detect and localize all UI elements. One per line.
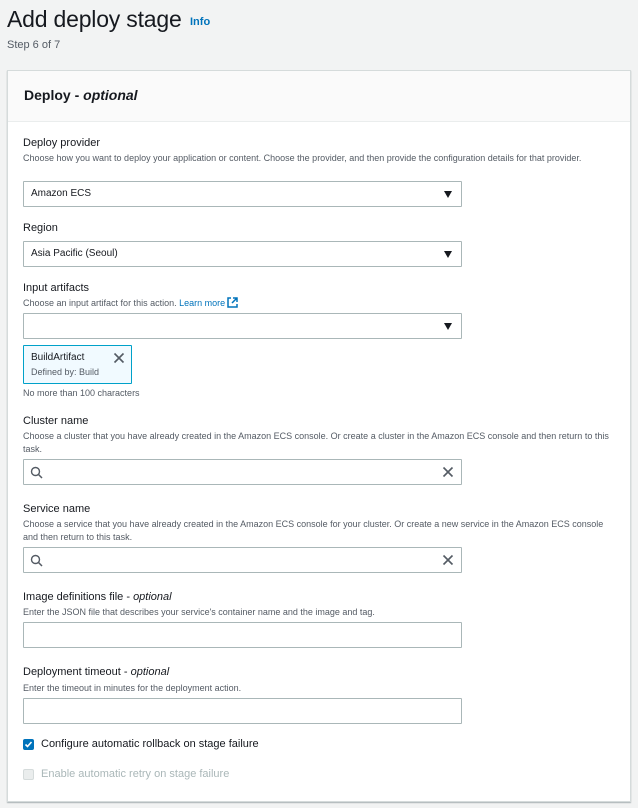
image-definitions-optional: optional (133, 591, 172, 603)
external-link-icon (227, 297, 238, 308)
learn-more-link[interactable] (179, 298, 238, 308)
search-icon (30, 554, 43, 567)
deploy-provider-select[interactable] (23, 181, 462, 207)
input-artifacts-description (23, 297, 613, 310)
input-artifacts-description-text: Choose an input artifact for this action. (23, 298, 177, 308)
rollback-label: Configure automatic rollback on stage failure (41, 738, 259, 750)
learn-more-label: Learn more (179, 298, 226, 308)
input-artifacts-select[interactable] (23, 313, 462, 339)
deploy-provider-label: Deploy provider (23, 137, 101, 149)
clear-icon[interactable] (442, 466, 454, 478)
caret-down-icon (444, 191, 452, 198)
card-title-optional: optional (83, 87, 138, 103)
token-label: BuildArtifact (31, 352, 85, 363)
caret-down-icon (444, 323, 452, 330)
deployment-timeout-optional: optional (130, 666, 170, 678)
image-definitions-description: Enter the JSON file that describes your service's container name and the image and tag. (23, 607, 375, 617)
rollback-checkbox[interactable] (23, 739, 34, 750)
retry-checkbox (23, 769, 34, 780)
region-label: Region (23, 222, 58, 234)
region-select[interactable] (23, 241, 462, 267)
card-header (8, 71, 630, 122)
input-artifacts-label: Input artifacts (23, 282, 90, 294)
region-value: Asia Pacific (Seoul) (31, 248, 118, 259)
page-title: Add deploy stage (7, 6, 182, 32)
deployment-timeout-description: Enter the timeout in minutes for the deployment action. (23, 683, 242, 693)
image-definitions-input[interactable] (23, 622, 462, 648)
card-title-text: Deploy (24, 87, 71, 103)
retry-label: Enable automatic retry on stage failure (41, 768, 230, 780)
deployment-timeout-label: Deployment timeout - optional (23, 666, 170, 678)
token-sublabel: Defined by: Build (31, 367, 100, 377)
service-name-input[interactable] (23, 547, 462, 573)
deploy-provider-value: Amazon ECS (31, 188, 92, 199)
service-name-label: Service name (23, 503, 91, 515)
deploy-provider-description: Choose how you want to deploy your application or content. Choose the provider, and then provide the configuration details for that provider. (23, 153, 582, 163)
deployment-timeout-label-text: Deployment timeout (23, 666, 121, 678)
dismiss-icon[interactable] (113, 352, 125, 364)
image-definitions-label: Image definitions file - optional (23, 591, 172, 603)
card-title: Deploy - optional (24, 87, 138, 103)
caret-down-icon (444, 251, 452, 258)
page-header (7, 6, 210, 33)
search-icon (30, 466, 43, 479)
cluster-name-label: Cluster name (23, 415, 89, 427)
checkmark-icon (24, 740, 33, 749)
deployment-timeout-input[interactable] (23, 698, 462, 724)
image-definitions-label-text: Image definitions file (23, 591, 124, 603)
service-name-description: Choose a service that you have already created in the Amazon ECS console for your cluster. Or create a new service in the Amazon ECS console and then return to this task. (23, 519, 604, 542)
artifact-token (23, 345, 132, 384)
info-link[interactable]: Info (190, 16, 211, 28)
input-artifacts-hint: No more than 100 characters (23, 388, 140, 398)
step-indicator: Step 6 of 7 (7, 39, 61, 51)
clear-icon[interactable] (442, 554, 454, 566)
cluster-name-description: Choose a cluster that you have already created in the Amazon ECS console. Or create a cluster in the Amazon ECS console and then return to this task. (23, 431, 609, 454)
cluster-name-input[interactable] (23, 459, 462, 485)
